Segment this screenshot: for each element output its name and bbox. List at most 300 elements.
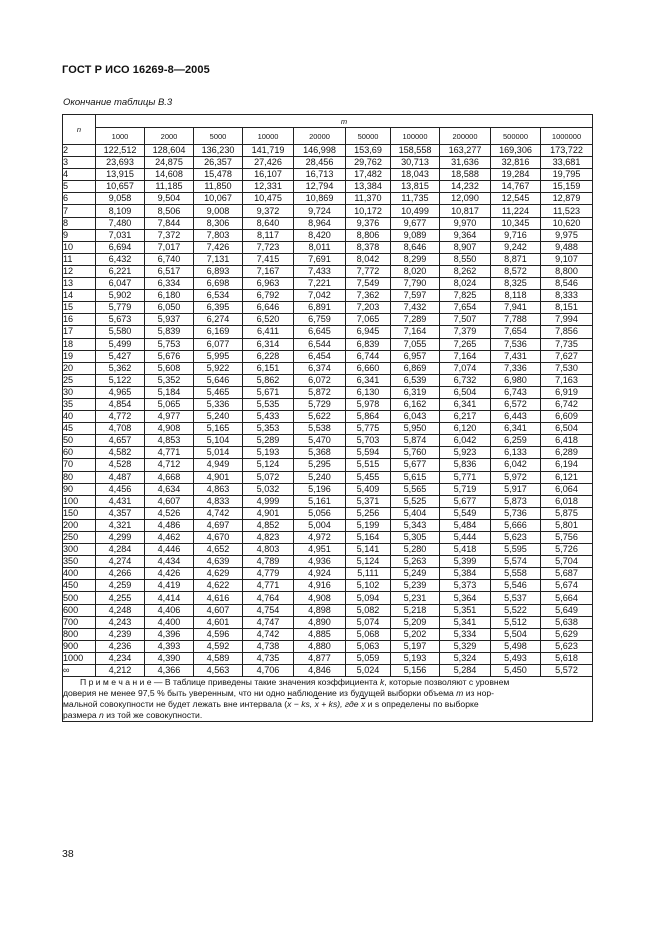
value-cell: 4,916	[294, 580, 346, 592]
value-cell: 5,384	[440, 568, 491, 580]
value-cell: 5,202	[391, 628, 440, 640]
value-cell: 6,217	[440, 411, 491, 423]
row-n-cell: 20	[63, 362, 96, 374]
value-cell: 6,133	[491, 447, 541, 459]
value-cell: 4,239	[96, 628, 145, 640]
value-cell: 10,172	[346, 205, 391, 217]
table-row	[63, 616, 593, 628]
value-cell: 5,512	[491, 616, 541, 628]
value-cell: 4,735	[243, 652, 294, 664]
value-cell: 4,212	[96, 665, 145, 677]
value-cell: 5,493	[491, 652, 541, 664]
value-cell: 4,622	[194, 580, 243, 592]
value-cell: 4,321	[96, 519, 145, 531]
value-cell: 5,872	[294, 386, 346, 398]
value-cell: 5,498	[491, 640, 541, 652]
value-cell: 8,506	[145, 205, 194, 217]
value-cell: 5,623	[491, 532, 541, 544]
table-row	[63, 471, 593, 483]
value-cell: 4,977	[145, 411, 194, 423]
value-cell: 4,833	[194, 495, 243, 507]
value-cell: 5,875	[541, 507, 593, 519]
value-cell: 4,747	[243, 616, 294, 628]
value-cell: 4,393	[145, 640, 194, 652]
value-cell: 5,368	[294, 447, 346, 459]
value-cell: 7,042	[294, 290, 346, 302]
value-cell: 9,242	[491, 241, 541, 253]
value-cell: 4,898	[294, 604, 346, 616]
value-cell: 5,839	[145, 326, 194, 338]
table-row	[63, 532, 593, 544]
value-cell: 4,854	[96, 398, 145, 410]
value-cell: 7,530	[541, 362, 593, 374]
value-cell: 5,196	[294, 483, 346, 495]
value-cell: 4,486	[145, 519, 194, 531]
value-cell: 122,512	[96, 145, 145, 157]
value-cell: 4,772	[96, 411, 145, 423]
value-cell: 6,698	[194, 278, 243, 290]
note-text: и s определены по выборке	[365, 699, 479, 710]
value-cell: 7,017	[145, 241, 194, 253]
value-cell: 4,877	[294, 652, 346, 664]
value-cell: 6,957	[391, 350, 440, 362]
value-cell: 9,975	[541, 229, 593, 241]
value-cell: 4,863	[194, 483, 243, 495]
value-cell: 5,499	[96, 338, 145, 350]
value-cell: 5,197	[391, 640, 440, 652]
value-cell: 8,806	[346, 229, 391, 241]
value-cell: 5,218	[391, 604, 440, 616]
value-cell: 5,184	[145, 386, 194, 398]
value-cell: 5,664	[541, 592, 593, 604]
value-cell: 7,994	[541, 314, 593, 326]
note-label: П р и м е ч а н и е	[80, 677, 152, 688]
value-cell: 6,228	[243, 350, 294, 362]
value-cell: 12,879	[541, 193, 593, 205]
value-cell: 11,370	[346, 193, 391, 205]
value-cell: 6,411	[243, 326, 294, 338]
note-text: , которые позволяют с уровнем	[384, 677, 510, 688]
table-note	[63, 677, 593, 722]
value-cell: 5,404	[391, 507, 440, 519]
row-n-cell: 80	[63, 471, 96, 483]
row-n-cell: 4	[63, 169, 96, 181]
value-cell: 6,120	[440, 423, 491, 435]
value-cell: 5,164	[346, 532, 391, 544]
value-cell: 6,919	[541, 386, 593, 398]
value-cell: 5,263	[391, 556, 440, 568]
value-cell: 6,945	[346, 326, 391, 338]
value-cell: 8,011	[294, 241, 346, 253]
value-cell: 6,454	[294, 350, 346, 362]
value-cell: 4,853	[145, 435, 194, 447]
value-cell: 5,978	[346, 398, 391, 410]
value-cell: 5,065	[145, 398, 194, 410]
value-cell: 7,597	[391, 290, 440, 302]
value-cell: 7,790	[391, 278, 440, 290]
value-cell: 128,604	[145, 145, 194, 157]
value-cell: 4,434	[145, 556, 194, 568]
value-cell: 12,545	[491, 193, 541, 205]
value-cell: 18,043	[391, 169, 440, 181]
table-row	[63, 495, 593, 507]
column-header: 200000	[440, 128, 491, 145]
value-cell: 9,372	[243, 205, 294, 217]
value-cell: 4,639	[194, 556, 243, 568]
row-n-cell: 15	[63, 302, 96, 314]
note-symbol-k: k	[380, 677, 385, 688]
value-cell: 5,082	[346, 604, 391, 616]
value-cell: 4,406	[145, 604, 194, 616]
value-cell: 4,742	[243, 628, 294, 640]
value-cell: 6,319	[391, 386, 440, 398]
note-line-3	[63, 699, 592, 710]
value-cell: 9,107	[541, 253, 593, 265]
note-text: + ks), где	[318, 699, 361, 710]
value-cell: 5,535	[243, 398, 294, 410]
value-cell: 5,629	[541, 628, 593, 640]
value-cell: 153,69	[346, 145, 391, 157]
value-cell: 4,462	[145, 532, 194, 544]
value-cell: 4,607	[194, 604, 243, 616]
value-cell: 5,193	[391, 652, 440, 664]
value-cell: 24,875	[145, 157, 194, 169]
table-row	[63, 519, 593, 531]
value-cell: 11,185	[145, 181, 194, 193]
column-header: 500000	[491, 128, 541, 145]
value-cell: 8,550	[440, 253, 491, 265]
value-cell: 5,102	[346, 580, 391, 592]
value-cell: 146,998	[294, 145, 346, 157]
value-cell: 5,289	[243, 435, 294, 447]
value-cell: 15,159	[541, 181, 593, 193]
value-cell: 5,329	[440, 640, 491, 652]
value-cell: 7,372	[145, 229, 194, 241]
value-cell: 6,050	[145, 302, 194, 314]
value-cell: 5,324	[440, 652, 491, 664]
value-cell: 4,255	[96, 592, 145, 604]
value-cell: 7,265	[440, 338, 491, 350]
value-cell: 4,771	[243, 580, 294, 592]
value-cell: 5,618	[541, 652, 593, 664]
value-cell: 5,646	[194, 374, 243, 386]
value-cell: 4,949	[194, 459, 243, 471]
value-cell: 5,124	[243, 459, 294, 471]
row-n-cell: 35	[63, 398, 96, 410]
value-cell: 9,970	[440, 217, 491, 229]
value-cell: 7,164	[440, 350, 491, 362]
note-text: мальной совокупности не будет лежать вне интервала (	[63, 699, 288, 710]
value-cell: 5,249	[391, 568, 440, 580]
row-n-cell: 6	[63, 193, 96, 205]
value-cell: 7,654	[491, 326, 541, 338]
value-cell: 7,654	[440, 302, 491, 314]
value-cell: 5,873	[491, 495, 541, 507]
value-cell: 30,713	[391, 157, 440, 169]
value-cell: 6,395	[194, 302, 243, 314]
table-row	[63, 411, 593, 423]
row-n-cell: 9	[63, 229, 96, 241]
value-cell: 7,415	[243, 253, 294, 265]
table-row	[63, 386, 593, 398]
value-cell: 6,047	[96, 278, 145, 290]
row-n-cell: 5	[63, 181, 96, 193]
table-row	[63, 423, 593, 435]
value-cell: 8,572	[491, 265, 541, 277]
value-cell: 6,418	[541, 435, 593, 447]
column-header: 1000	[96, 128, 145, 145]
value-cell: 14,767	[491, 181, 541, 193]
table-row	[63, 253, 593, 265]
value-cell: 8,042	[346, 253, 391, 265]
value-cell: 5,240	[294, 471, 346, 483]
value-cell: 4,779	[243, 568, 294, 580]
value-cell: 7,362	[346, 290, 391, 302]
value-cell: 7,723	[243, 241, 294, 253]
value-cell: 141,719	[243, 145, 294, 157]
value-cell: 5,336	[194, 398, 243, 410]
value-cell: 5,371	[346, 495, 391, 507]
value-cell: 9,677	[391, 217, 440, 229]
table-row	[63, 326, 593, 338]
value-cell: 7,825	[440, 290, 491, 302]
table-row	[63, 193, 593, 205]
value-cell: 5,666	[491, 519, 541, 531]
value-cell: 5,775	[346, 423, 391, 435]
note-text: из нор-	[463, 688, 495, 699]
value-cell: 10,499	[391, 205, 440, 217]
value-cell: 5,649	[541, 604, 593, 616]
row-n-cell: 13	[63, 278, 96, 290]
m-group-header: m	[96, 115, 593, 128]
value-cell: 7,772	[346, 265, 391, 277]
value-cell: 6,544	[294, 338, 346, 350]
value-cell: 8,546	[541, 278, 593, 290]
value-cell: 6,130	[346, 386, 391, 398]
value-cell: 8,640	[243, 217, 294, 229]
row-n-cell: 900	[63, 640, 96, 652]
value-cell: 4,670	[194, 532, 243, 544]
column-header: 100000	[391, 128, 440, 145]
value-cell: 6,504	[440, 386, 491, 398]
value-cell: 6,646	[243, 302, 294, 314]
row-n-cell: 17	[63, 326, 96, 338]
value-cell: 4,697	[194, 519, 243, 531]
value-cell: 11,224	[491, 205, 541, 217]
value-cell: 4,951	[294, 544, 346, 556]
row-n-cell: 300	[63, 544, 96, 556]
row-n-cell: 70	[63, 459, 96, 471]
value-cell: 5,671	[243, 386, 294, 398]
value-cell: 5,995	[194, 350, 243, 362]
value-cell: 6,341	[346, 374, 391, 386]
note-text: − ks,	[291, 699, 315, 710]
value-cell: 4,712	[145, 459, 194, 471]
value-cell: 5,917	[491, 483, 541, 495]
value-cell: 6,443	[491, 411, 541, 423]
value-cell: 5,352	[145, 374, 194, 386]
value-cell: 4,890	[294, 616, 346, 628]
value-cell: 32,816	[491, 157, 541, 169]
value-cell: 5,059	[346, 652, 391, 664]
value-cell: 4,846	[294, 665, 346, 677]
value-cell: 9,089	[391, 229, 440, 241]
value-cell: 5,141	[346, 544, 391, 556]
value-cell: 6,151	[243, 362, 294, 374]
value-cell: 10,817	[440, 205, 491, 217]
value-cell: 7,164	[391, 326, 440, 338]
row-n-cell: 150	[63, 507, 96, 519]
value-cell: 14,608	[145, 169, 194, 181]
value-cell: 5,284	[440, 665, 491, 677]
value-cell: 4,400	[145, 616, 194, 628]
value-cell: 7,203	[346, 302, 391, 314]
value-cell: 4,634	[145, 483, 194, 495]
table-row	[63, 435, 593, 447]
value-cell: 4,259	[96, 580, 145, 592]
value-cell: 11,735	[391, 193, 440, 205]
value-cell: 5,729	[294, 398, 346, 410]
value-cell: 4,901	[243, 507, 294, 519]
table-row	[63, 350, 593, 362]
value-cell: 6,180	[145, 290, 194, 302]
value-cell: 6,740	[145, 253, 194, 265]
value-cell: 5,580	[96, 326, 145, 338]
value-cell: 4,999	[243, 495, 294, 507]
row-n-cell: 11	[63, 253, 96, 265]
table-row	[63, 205, 593, 217]
value-cell: 4,789	[243, 556, 294, 568]
value-cell: 5,433	[243, 411, 294, 423]
value-cell: 5,565	[391, 483, 440, 495]
value-cell: 5,032	[243, 483, 294, 495]
row-n-cell: 14	[63, 290, 96, 302]
value-cell: 5,444	[440, 532, 491, 544]
value-cell: 8,109	[96, 205, 145, 217]
value-cell: 5,353	[243, 423, 294, 435]
value-cell: 13,815	[391, 181, 440, 193]
value-cell: 16,107	[243, 169, 294, 181]
value-cell: 13,384	[346, 181, 391, 193]
value-cell: 6,539	[391, 374, 440, 386]
row-n-cell: 500	[63, 592, 96, 604]
value-cell: 6,162	[391, 398, 440, 410]
value-cell: 4,601	[194, 616, 243, 628]
value-cell: 27,426	[243, 157, 294, 169]
value-cell: 6,694	[96, 241, 145, 253]
note-line-1	[63, 677, 592, 688]
value-cell: 7,549	[346, 278, 391, 290]
value-cell: 7,431	[491, 350, 541, 362]
table-row	[63, 398, 593, 410]
value-cell: 7,433	[294, 265, 346, 277]
value-cell: 6,893	[194, 265, 243, 277]
value-cell: 4,668	[145, 471, 194, 483]
value-cell: 4,852	[243, 519, 294, 531]
table-row	[63, 665, 593, 677]
table-row	[63, 374, 593, 386]
value-cell: 5,295	[294, 459, 346, 471]
value-cell: 17,482	[346, 169, 391, 181]
row-n-cell: 30	[63, 386, 96, 398]
value-cell: 6,504	[541, 423, 593, 435]
value-cell: 7,735	[541, 338, 593, 350]
value-cell: 5,594	[346, 447, 391, 459]
value-cell: 5,256	[346, 507, 391, 519]
value-cell: 4,823	[243, 532, 294, 544]
value-cell: 5,538	[294, 423, 346, 435]
value-cell: 4,742	[194, 507, 243, 519]
value-cell: 5,063	[346, 640, 391, 652]
row-n-cell: 350	[63, 556, 96, 568]
value-cell: 4,366	[145, 665, 194, 677]
value-cell: 7,167	[243, 265, 294, 277]
value-cell: 16,713	[294, 169, 346, 181]
note-symbol-n: n	[99, 710, 104, 721]
value-cell: 8,420	[294, 229, 346, 241]
value-cell: 7,163	[541, 374, 593, 386]
value-cell: 5,199	[346, 519, 391, 531]
value-cell: 8,151	[541, 302, 593, 314]
value-cell: 5,760	[391, 447, 440, 459]
value-cell: 4,589	[194, 652, 243, 664]
value-cell: 6,517	[145, 265, 194, 277]
table-row	[63, 640, 593, 652]
note-text: из той же совокупности.	[103, 710, 203, 721]
value-cell: 7,065	[346, 314, 391, 326]
table-row	[63, 652, 593, 664]
value-cell: 6,534	[194, 290, 243, 302]
value-cell: 5,674	[541, 580, 593, 592]
row-n-cell: 3	[63, 157, 96, 169]
column-header: 20000	[294, 128, 346, 145]
value-cell: 6,221	[96, 265, 145, 277]
value-cell: 6,259	[491, 435, 541, 447]
value-cell: 5,014	[194, 447, 243, 459]
value-cell: 5,638	[541, 616, 593, 628]
value-cell: 7,788	[491, 314, 541, 326]
table-row	[63, 157, 593, 169]
value-cell: 4,629	[194, 568, 243, 580]
table-row	[63, 544, 593, 556]
value-cell: 7,941	[491, 302, 541, 314]
value-cell: 5,399	[440, 556, 491, 568]
value-cell: 28,456	[294, 157, 346, 169]
table-row	[63, 302, 593, 314]
table-row	[63, 556, 593, 568]
row-n-cell: ∞	[63, 665, 96, 677]
value-cell: 5,515	[346, 459, 391, 471]
value-cell: 8,325	[491, 278, 541, 290]
note-text: доверия не менее 97,5 % быть уверенным, что ни одно наблюдение из будущей выборки объема	[63, 688, 457, 699]
value-cell: 4,885	[294, 628, 346, 640]
value-cell: 6,744	[346, 350, 391, 362]
value-cell: 11,523	[541, 205, 593, 217]
value-cell: 8,333	[541, 290, 593, 302]
value-cell: 9,008	[194, 205, 243, 217]
value-cell: 4,426	[145, 568, 194, 580]
value-cell: 5,024	[346, 665, 391, 677]
value-cell: 13,915	[96, 169, 145, 181]
value-cell: 6,072	[294, 374, 346, 386]
table-row	[63, 314, 593, 326]
value-cell: 6,742	[541, 398, 593, 410]
value-cell: 5,615	[391, 471, 440, 483]
value-cell: 4,771	[145, 447, 194, 459]
value-cell: 5,094	[346, 592, 391, 604]
value-cell: 9,376	[346, 217, 391, 229]
value-cell: 4,738	[243, 640, 294, 652]
